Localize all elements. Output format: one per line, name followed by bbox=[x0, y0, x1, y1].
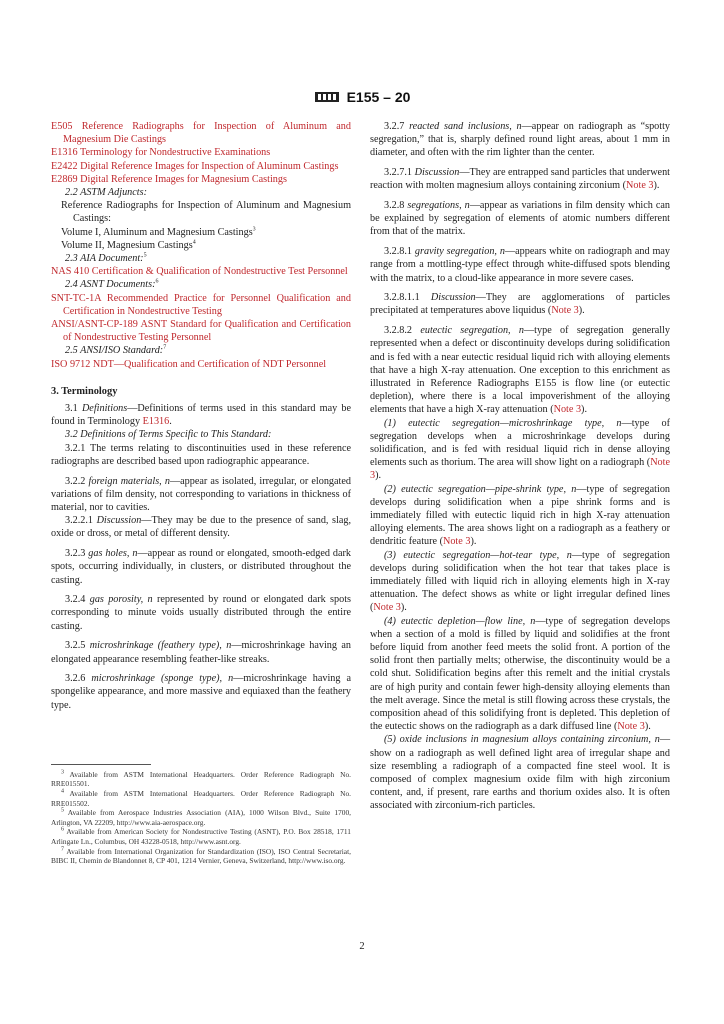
paragraph-3-2-8-1-1: 3.2.8.1.1 Discussion—They are agglomerations of particles precipitated at temperatures above liquidus (Note 3). bbox=[370, 292, 671, 317]
section-2-5-heading: 2.5 ANSI/ISO Standard:$^7$ bbox=[65, 345, 167, 357]
paragraph-3-2-7-1: 3.2.7.1 Discussion—They are entrapped sand particles that underwent reaction with molten magnesium alloys containing zirconium (Note 3). bbox=[370, 167, 670, 192]
note-link[interactable]: Note 3 bbox=[553, 404, 582, 416]
note-link[interactable]: Note 3 bbox=[617, 721, 645, 733]
note-link[interactable]: Note 3 bbox=[626, 180, 654, 192]
reference-link[interactable]: ANSI/ASNT-CP-189 ASNT Standard for Qualification and Certification of Nondestructive Testing Personnel bbox=[51, 319, 351, 344]
item-4-flow-line: (4) eutectic depletion—flow line, n—type of segregation develops when a section of a mold is filled by liquid and solidifies at the front before liquid from another feed meets the solid front. A portion of the solid front then partially melts; otherwise, the discontinuity would be a cold shut. Solidification begins after this remelt and the initial crystals are of high purity and contain fewer high-density alloying elements than the melt average. Since the metal is still flowing across these crystals, the composition ahead of this solidifying front is depleted. This depletion of the eutectic shows on the radiograph as a dark diffused line (Note 3). bbox=[370, 615, 670, 733]
paragraph-3-2-8: 3.2.8 segregations, n—appear as variations in film density which can be explained by segregation of elements of atomic numbers different from that of the matrix. bbox=[370, 200, 670, 238]
reference-link[interactable]: E2869 Digital Reference Images for Magnesium Castings bbox=[51, 173, 287, 185]
reference-link[interactable]: E2422 Digital Reference Images for Inspection of Aluminum Castings bbox=[51, 160, 339, 172]
paragraph-3-2-4: 3.2.4 gas porosity, n represented by round or elongated dark spots corresponding to minute voids usually distributed through the entire casting. bbox=[51, 594, 352, 632]
reference-link[interactable]: SNT-TC-1A Recommended Practice for Personnel Qualification and Certification in Nondestructive Testing bbox=[51, 292, 351, 317]
right-column bbox=[370, 120, 670, 813]
footnote-3: $^3$ Available from ASTM International Headquarters. Order Reference Radiograph No. RRE015501. bbox=[51, 769, 352, 789]
paragraph-3-2-1: 3.2.1 The terms relating to discontinuities used in these reference radiographs are described based upon radiographic appearance. bbox=[51, 442, 351, 467]
paragraph-3-2-2: 3.2.2 foreign materials, n—appear as isolated, irregular, or elongated variations of film density, not corresponding to variations in thickness of material, nor to cavities. bbox=[51, 475, 351, 513]
footnote-6: $^6$ Available from American Society for Nondestructive Testing (ASNT), P.O. Box 28518, 1711 Arlingate Ln., Columbus, OH 43228-0518, http://www.asnt.org. bbox=[51, 826, 351, 846]
note-link[interactable]: Note 3 bbox=[551, 305, 579, 317]
note-link[interactable]: Note 3 bbox=[373, 602, 401, 614]
paragraph-3-2-2-1: 3.2.2.1 Discussion—They may be due to the presence of sand, slag, oxide or dross, or metal of different density. bbox=[51, 515, 351, 540]
reference-link[interactable]: ISO 9712 NDT—Qualification and Certification of NDT Personnel bbox=[51, 358, 327, 370]
reference-link[interactable]: E505 Reference Radiographs for Inspection of Aluminum and Magnesium Die Castings bbox=[51, 121, 351, 146]
standard-designation: E155 – 20 bbox=[346, 89, 411, 106]
reference-link[interactable]: NAS 410 Certification & Qualification of Nondestructive Test Personnel bbox=[51, 266, 348, 278]
paragraph-3-2-8-1: 3.2.8.1 gravity segregation, n—appears white on radiograph and may range from a mottling-type effect through white-diffused spots blending with the matrix, to a cloud-like appearance in more severe cases. bbox=[370, 246, 670, 284]
paragraph-3-2-3: 3.2.3 gas holes, n—appear as round or elongated, smooth-edged dark spots, occurring individually, in clusters, or distributed throughout the casting. bbox=[51, 548, 351, 586]
adjunct-volume-1: Volume I, Aluminum and Magnesium Castings$^3$ bbox=[61, 226, 256, 238]
footnote-divider bbox=[51, 764, 151, 765]
paragraph-3-2-6: 3.2.6 microshrinkage (sponge type), n—microshrinkage having a spongelike appearance, and more massive and equiaxed than the feathery type. bbox=[51, 673, 352, 711]
page-header bbox=[0, 88, 724, 106]
paragraph-3-2-7: 3.2.7 reacted sand inclusions, n—appear on radiograph as “spotty segregation,” that is, sharply defined round light areas, about 1 mm in diameter, and often with the rim lighter than the center. bbox=[370, 121, 671, 159]
adjunct-volume-2: Volume II, Magnesium Castings$^4$ bbox=[61, 239, 196, 251]
note-link[interactable]: Note 3 bbox=[442, 536, 471, 548]
note-link[interactable]: Note 3 bbox=[370, 457, 670, 482]
footnote-5: $^5$ Available from Aerospace Industries Association (AIA), 1000 Wilson Blvd., Suite 1700, Arlington, VA 22209, http://www.aia-aerospace.org. bbox=[51, 807, 351, 827]
section-3-title: 3. Terminology bbox=[51, 385, 118, 397]
astm-logo-icon bbox=[314, 89, 340, 105]
paragraph-3-2-5: 3.2.5 microshrinkage (feathery type), n—microshrinkage having an elongated appearance resembling feather-like streaks. bbox=[51, 640, 352, 665]
item-2-pipe-shrink-type: (2) eutectic segregation—pipe-shrink type, n—type of segregation develops during solidification when a pipe shrink forms and is immediately filled with eutectic liquid rich in high X-ray attenuation alloying elements. The area shows light on a radiograph as a feathery or dendritic feature (Note 3). bbox=[370, 483, 671, 548]
left-column bbox=[51, 120, 351, 866]
item-3-hot-tear-type: (3) eutectic segregation—hot-tear type, n—type of segregation develops during solidification when the hot tear that takes place is immediately filled with liquid rich in alloying elements high in X-ray attenuation. The defect shows as white or light irregular defined lines (Note 3). bbox=[370, 549, 671, 614]
section-2-3-heading: 2.3 AIA Document:$^5$ bbox=[65, 252, 147, 265]
paragraph-3-1: 3.1 Definitions—Definitions of terms used in this standard may be found in Terminology E1316. bbox=[51, 403, 352, 428]
section-2-4-heading: 2.4 ASNT Documents:$^6$ bbox=[65, 279, 159, 291]
item-1-microshrinkage-type: (1) eutectic segregation—microshrinkage type, n—type of segregation develops when a microshrinkage develops during solidification, and is fed with residual liquid rich in dense alloying elements such as thorium. The area will show light on a radiograph (Note 3). bbox=[370, 417, 670, 482]
section-2-2-heading: 2.2 ASTM Adjuncts: bbox=[65, 187, 147, 199]
item-5-oxide-inclusions: (5) oxide inclusions in magnesium alloys containing zirconium, n—show on a radiograph as well defined light area of irregular shape and size resembling a radiograph of a compacted fine steel wool. It is composed of complex magnesium oxide film with high zirconium content, and, if present, rare earths and thorium oxides also. It is often associated with zirconium-rich particles. bbox=[370, 734, 670, 812]
paragraph-3-2: 3.2 Definitions of Terms Specific to This Standard: bbox=[65, 429, 272, 441]
footnote-4: $^4$ Available from ASTM International Headquarters. Order Reference Radiograph No. RRE015502. bbox=[51, 788, 352, 808]
footnote-7: $^7$ Available from International Organization for Standardization (ISO), ISO Central Secretariat, BIBC II, Chemin de Blandonnet 8, CP 401, 1214 Vernier, Geneva, Switzerland, http://www.iso.org. bbox=[51, 846, 351, 866]
reference-link[interactable]: E1316 bbox=[142, 416, 170, 428]
adjunct-title: Reference Radiographs for Inspection of Aluminum and Magnesium Castings: bbox=[61, 200, 351, 225]
reference-link[interactable]: E1316 Terminology for Nondestructive Examinations bbox=[51, 147, 271, 159]
paragraph-3-2-8-2: 3.2.8.2 eutectic segregation, n—type of segregation generally represented when a defect or discontinuity develops during solidification and is fed with a near eutectic residual liquid rich with alloying elements that have a high X-ray attenuation. One exception to this enrichment as illustrated in Reference Radiographs E155 is flow line (or eutectic depletion), where there is a local impoverishment of the alloying elements that have a high X-ray attenuation (Note 3). bbox=[370, 325, 670, 416]
page-number: 2 bbox=[359, 941, 365, 952]
